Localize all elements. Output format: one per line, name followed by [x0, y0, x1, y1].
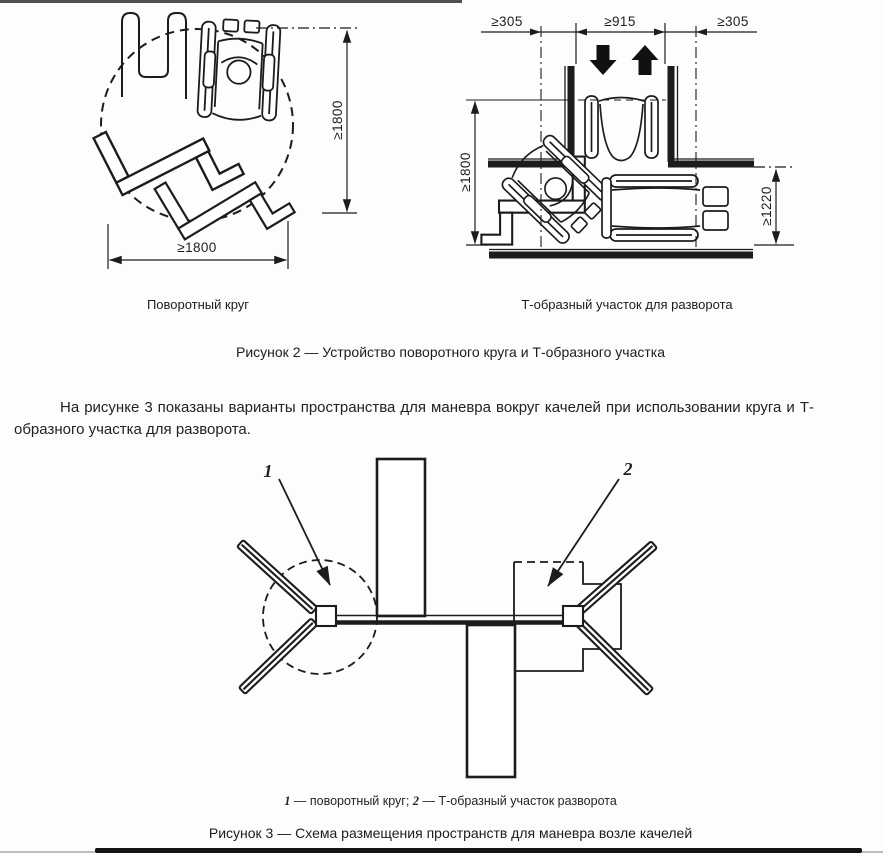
wheelchair-top-view-sketch [197, 18, 281, 122]
legend-text: — Т-образный участок разворота [419, 794, 617, 808]
wheelchair-entering-sketch [585, 96, 658, 161]
callout-1-label: 1 [263, 461, 273, 481]
dimension-top-chain [481, 23, 757, 64]
dim-label-center-width: ≥915 [604, 14, 636, 29]
t-area-diagram [466, 23, 796, 255]
legend-number: 1 [284, 794, 291, 808]
body-paragraph: На рисунке 3 показаны варианты пространства для маневра вокруг качелей при использовании круга и Т-образного участка для разворота. [14, 399, 814, 438]
swing-seat-zone-lower [467, 625, 515, 777]
legend-number: 2 [412, 794, 420, 808]
scan-artifact-bottom [95, 848, 862, 853]
dim-label-circle-height: ≥1800 [330, 100, 345, 140]
caption-turning-circle: Поворотный круг [146, 297, 250, 312]
dim-label-right-offset: ≥305 [717, 14, 749, 29]
swing-hub-right [563, 606, 583, 626]
callout-1-leader [279, 479, 330, 585]
caption-t-area: Т-образный участок для разворота [521, 297, 733, 312]
swing-hub-left [316, 606, 336, 626]
figure-3-caption: Рисунок 3 — Схема размещения пространств для маневра возле качелей [208, 825, 693, 841]
wheelchair-exiting-sketch [602, 175, 728, 241]
turning-circle-diagram [94, 13, 357, 269]
figure-3-legend [18, 794, 883, 809]
dim-label-circle-width: ≥1800 [177, 240, 217, 255]
dim-label-t-height: ≥1800 [458, 152, 473, 192]
callout-2-label: 2 [623, 459, 633, 479]
figure-2-caption: Рисунок 2 — Устройство поворотного круга и Т-образного участка [236, 344, 665, 360]
arrow-up-icon [632, 45, 659, 75]
scan-artifact-top [0, 0, 462, 3]
legend-text: — поворотный круг; [290, 794, 413, 808]
arrow-down-icon [590, 45, 617, 75]
dim-label-branch-depth: ≥1220 [759, 186, 774, 226]
swing-seat-zone-upper [377, 459, 425, 616]
dim-label-left-offset: ≥305 [491, 14, 523, 29]
swing-scheme-diagram [237, 459, 657, 777]
